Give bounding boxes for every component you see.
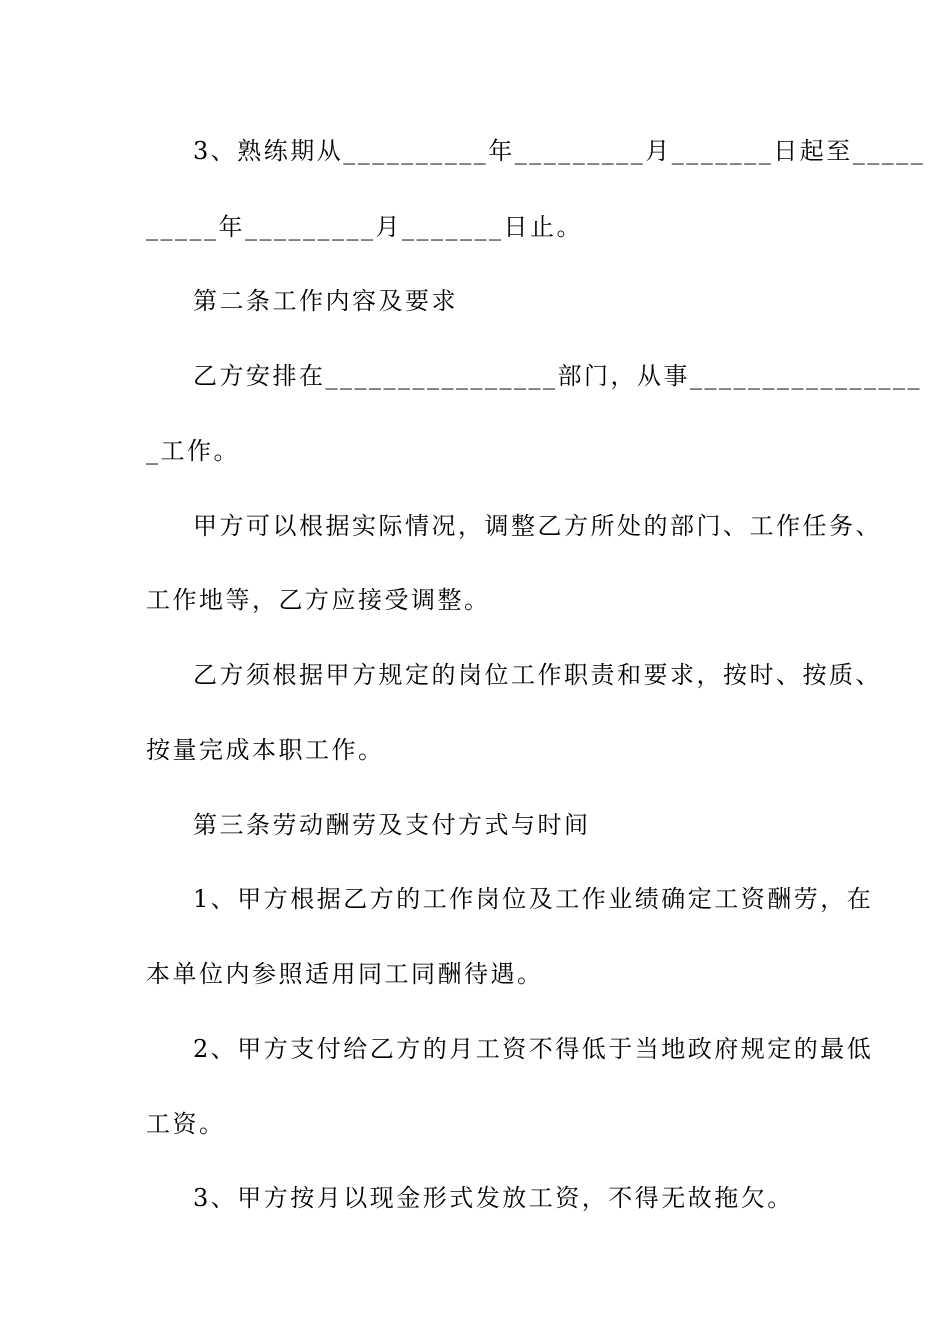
paragraph-line: 工作地等，乙方应接受调整。 (146, 586, 491, 614)
paragraph-line: 甲方可以根据实际情况，调整乙方所处的部门、工作任务、 (193, 512, 882, 540)
paragraph-line: 本单位内参照适用同工同酬待遇。 (146, 960, 544, 988)
paragraph-line: 乙方须根据甲方规定的岗位工作职责和要求，按时、按质、 (193, 661, 882, 689)
paragraph-line: 乙方安排在________________部门，从事________________ (193, 362, 922, 390)
paragraph-line: 3、甲方按月以现金形式发放工资，不得无故拖欠。 (193, 1184, 794, 1212)
paragraph-line: 3、熟练期从__________年_________月_______日起至_____ (193, 137, 926, 165)
paragraph-line: 2、甲方支付给乙方的月工资不得低于当地政府规定的最低 (193, 1035, 874, 1063)
paragraph-line: _____年_________月_______日止。 (146, 213, 583, 241)
paragraph-line: 按量完成本职工作。 (146, 736, 385, 764)
paragraph-line: 1、甲方根据乙方的工作岗位及工作业绩确定工资酬劳，在 (193, 885, 874, 913)
section-heading: 第三条劳动酬劳及支付方式与时间 (193, 811, 591, 839)
section-heading: 第二条工作内容及要求 (193, 287, 458, 315)
paragraph-line: _工作。 (146, 437, 240, 465)
paragraph-line: 工资。 (146, 1110, 226, 1138)
